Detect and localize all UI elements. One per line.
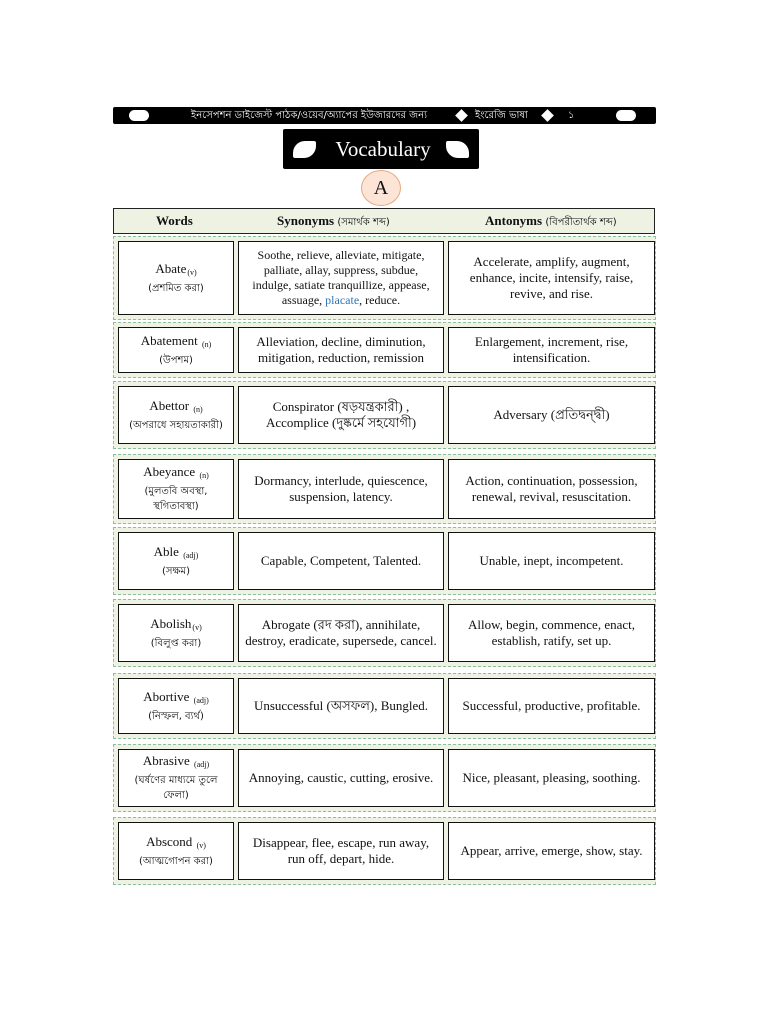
synonym-link-placate[interactable]: placate — [325, 293, 360, 307]
vocab-row — [113, 744, 656, 812]
part-of-speech: (v) — [196, 840, 206, 850]
antonyms-cell — [448, 327, 655, 373]
header-bar — [113, 107, 656, 124]
synonyms-text: Disappear, flee, escape, run away, run off, depart, hide. — [252, 835, 430, 866]
word-term: Abeyance — [143, 464, 196, 479]
word-cell — [118, 327, 234, 373]
antonyms-cell — [448, 241, 655, 315]
synonyms-text: Conspirator (ষড়যন্ত্রকারী) , Accomplice (দুষ্কর্মে সহযোগী) — [265, 399, 417, 430]
header-audience-text: ইনসেপশন ডাইজেস্ট পাঠক/ওয়েব/অ্যাপের ইউজারদের জন্য — [191, 110, 427, 121]
word-bengali-meaning: (বিলুপ্ত করা) — [150, 637, 202, 649]
synonyms-cell — [238, 532, 444, 590]
synonyms-cell — [238, 386, 444, 444]
word-bengali-meaning: (নিস্ফল, ব্যর্থ) — [148, 710, 204, 722]
part-of-speech: (adj) — [193, 695, 209, 705]
word-bengali-meaning: (অপরাধে সহায়তাকারী) — [129, 419, 223, 431]
vocab-row — [113, 236, 656, 320]
word-term: Abrasive — [142, 753, 190, 768]
antonyms-text: Accelerate, amplify, augment, enhance, incite, intensify, raise, revive, and rise. — [469, 254, 634, 301]
antonyms-cell — [448, 678, 655, 734]
word-cell — [118, 604, 234, 662]
vocab-row — [113, 322, 656, 378]
synonyms-cell — [238, 241, 444, 315]
word-term: Abscond — [146, 833, 193, 849]
vocab-row — [113, 673, 656, 739]
synonyms-header-label: Synonyms — [277, 213, 335, 228]
synonyms-text: Capable, Competent, Talented. — [260, 553, 422, 568]
synonyms-cell — [238, 327, 444, 373]
part-of-speech: (n) — [201, 339, 212, 349]
synonyms-text: Alleviation, decline, diminution, mitigation, reduction, remission — [256, 334, 426, 365]
word-term: Able — [153, 543, 179, 559]
word-bengali-meaning: (সক্ষম) — [161, 565, 191, 577]
antonyms-cell — [448, 604, 655, 662]
table-header — [113, 208, 655, 234]
page-number: ১ — [568, 110, 575, 121]
word-bengali-meaning: (প্রশমিত করা) — [148, 282, 204, 294]
part-of-speech: (adj) — [183, 550, 199, 560]
synonyms-text: Dormancy, interlude, quiescence, suspension, latency. — [254, 473, 428, 504]
word-term: Abate — [155, 260, 187, 276]
word-term: Abettor — [149, 397, 190, 413]
synonyms-text: Abrogate (রদ করা), annihilate, destroy, eradicate, supersede, cancel. — [245, 617, 437, 648]
vocab-row — [113, 599, 656, 667]
synonyms-text-end: , reduce. — [359, 293, 401, 307]
leaf-left-icon — [293, 141, 316, 158]
vocab-row — [113, 381, 656, 449]
word-cell — [118, 459, 234, 519]
part-of-speech: (adj) — [194, 760, 210, 769]
antonyms-cell — [448, 459, 655, 519]
synonyms-cell — [238, 749, 444, 807]
word-cell — [118, 532, 234, 590]
antonyms-text: Enlargement, increment, rise, intensification. — [474, 334, 629, 365]
antonyms-cell — [448, 749, 655, 807]
part-of-speech: (n) — [199, 471, 209, 480]
synonyms-text: Unsuccessful (অসফল), Bungled. — [253, 698, 429, 713]
word-bengali-meaning: (মুলতবি অবস্থা, স্থগিতাবস্থা) — [144, 486, 208, 512]
leaf-right-icon — [446, 141, 469, 158]
word-bengali-meaning: (উপশম) — [159, 354, 193, 366]
section-letter: A — [361, 170, 401, 206]
synonyms-cell — [238, 822, 444, 880]
antonyms-cell — [448, 532, 655, 590]
antonyms-header-bn: (বিপরীতার্থক শব্দ) — [545, 217, 617, 228]
word-term: Abortive — [143, 688, 190, 704]
vocab-row — [113, 454, 656, 524]
word-cell — [118, 749, 234, 807]
header-diamond-icon — [455, 109, 468, 122]
word-cell — [118, 678, 234, 734]
synonyms-cell — [238, 459, 444, 519]
antonyms-text: Action, continuation, possession, renewal, revival, resuscitation. — [465, 473, 638, 504]
antonyms-text: Appear, arrive, emerge, show, stay. — [460, 843, 643, 858]
words-column-header: Words — [156, 213, 193, 228]
synonyms-header-bn: (সমার্থক শব্দ) — [337, 217, 390, 228]
synonyms-text: Annoying, caustic, cutting, erosive. — [248, 770, 434, 785]
antonyms-text: Unable, inept, incompetent. — [479, 553, 624, 568]
word-term: Abatement — [140, 332, 198, 348]
synonyms-column-header — [277, 209, 390, 235]
part-of-speech: (v) — [192, 622, 202, 632]
antonyms-text: Successful, productive, profitable. — [462, 698, 641, 713]
antonyms-cell — [448, 386, 655, 444]
antonyms-header-label: Antonyms — [485, 213, 543, 228]
word-cell — [118, 822, 234, 880]
vocab-row — [113, 527, 656, 595]
word-bengali-meaning: (আত্মগোপন করা) — [139, 855, 213, 867]
synonyms-text: Soothe, relieve, alleviate, mitigate, palliate, allay, suppress, subdue, indulge, satiate tranquillize, appease, assuage, — [252, 248, 430, 307]
antonyms-text: Allow, begin, commence, enact, establish, ratify, set up. — [467, 617, 635, 648]
header-pill-right-icon — [616, 110, 636, 121]
word-bengali-meaning: (ঘর্ষণের মাধ্যমে তুলে ফেলা) — [134, 775, 218, 801]
word-cell — [118, 386, 234, 444]
part-of-speech: (n) — [193, 404, 203, 414]
antonyms-column-header — [485, 209, 617, 235]
vocab-row — [113, 817, 656, 885]
page-title-box — [283, 129, 479, 169]
synonyms-cell — [238, 604, 444, 662]
word-term: Abolish — [150, 615, 192, 631]
header-diamond-icon — [541, 109, 554, 122]
synonyms-cell — [238, 678, 444, 734]
antonyms-text: Nice, pleasant, pleasing, soothing. — [462, 770, 641, 785]
antonyms-text: Adversary (প্রতিদ্বন্দ্বী) — [493, 407, 610, 422]
header-subject-text: ইংরেজি ভাষা — [475, 110, 528, 121]
part-of-speech: (v) — [187, 267, 197, 277]
header-pill-left-icon — [129, 110, 149, 121]
antonyms-cell — [448, 822, 655, 880]
word-cell — [118, 241, 234, 315]
page-title: Vocabulary — [335, 137, 431, 161]
